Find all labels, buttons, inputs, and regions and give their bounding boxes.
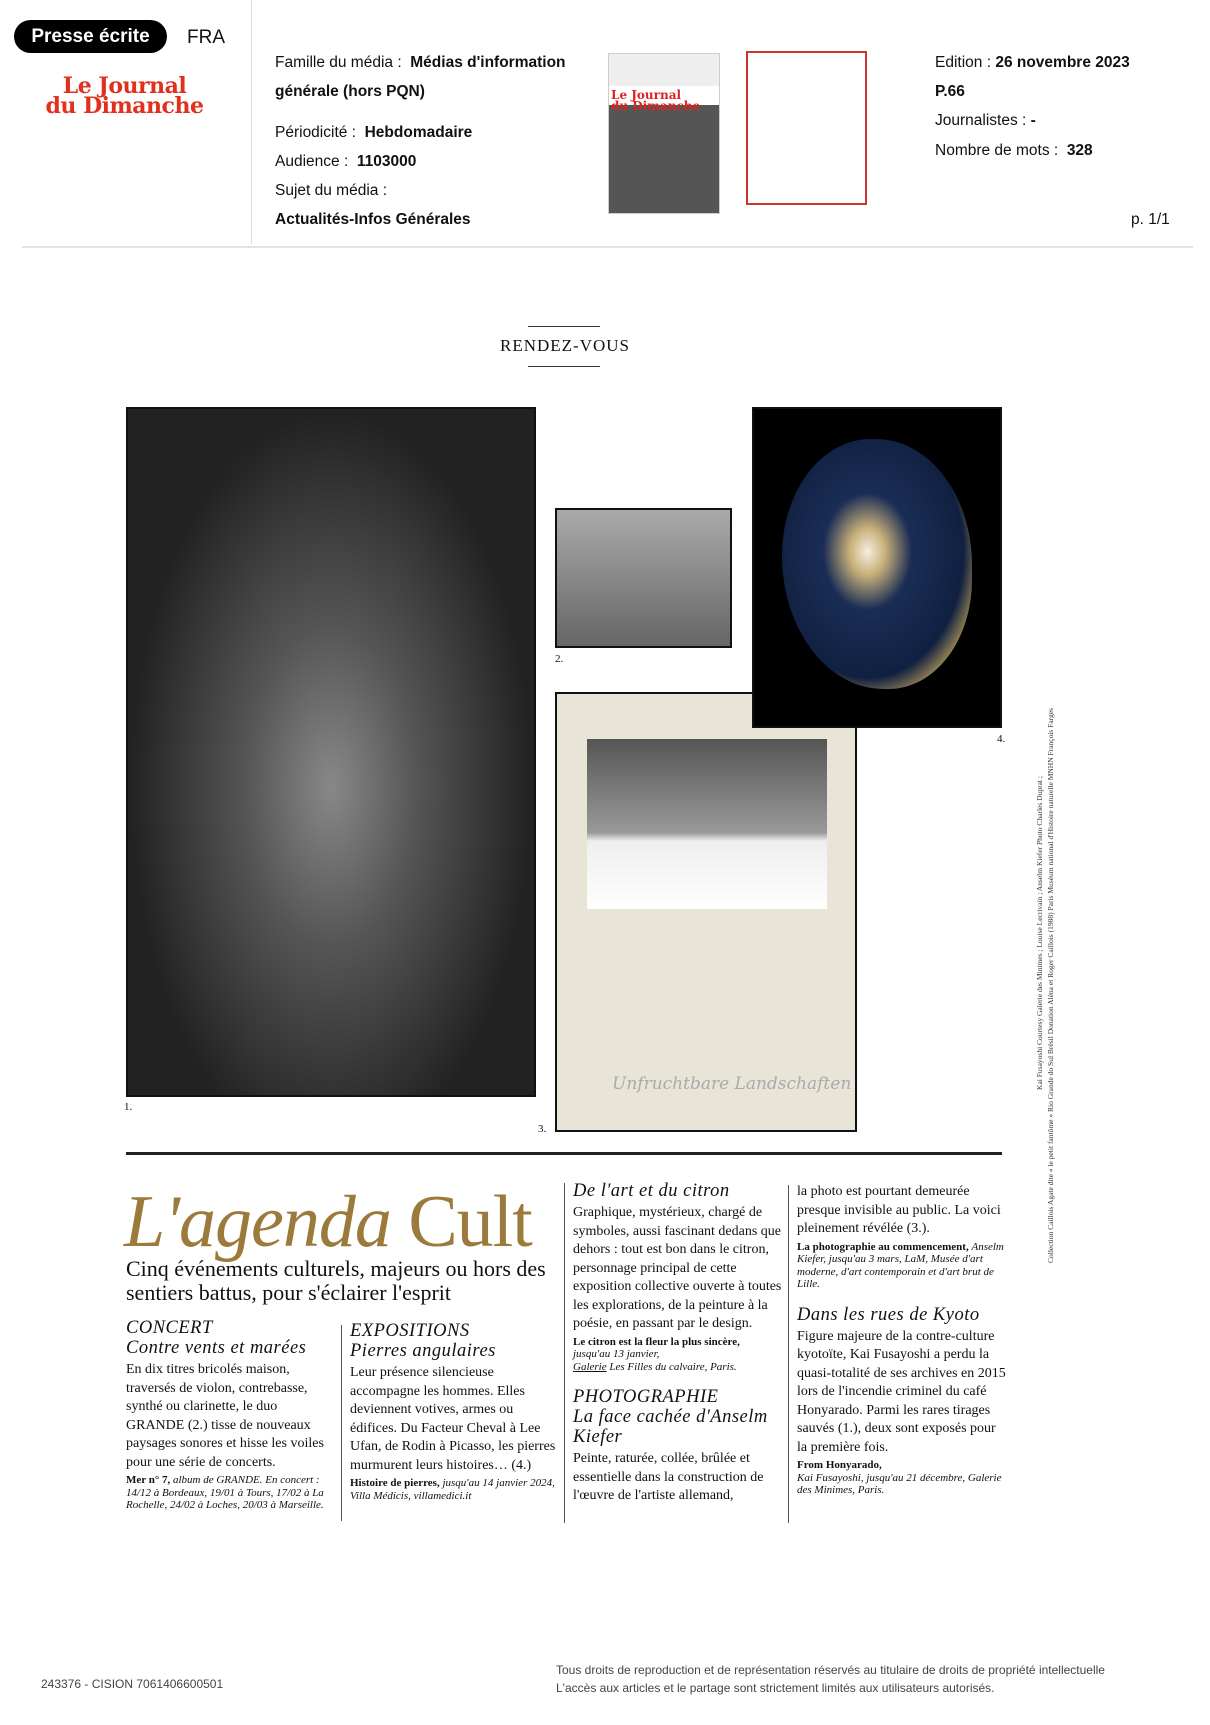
photo-number: 2.: [555, 653, 564, 665]
page-number: P.66: [935, 83, 965, 100]
footer-id: 243376 - CISION 7061406600501: [41, 1677, 224, 1691]
photo-inscription: Unfruchtbare Landschaften: [612, 1074, 852, 1094]
sujet-value: Actualités-Infos Générales: [275, 211, 471, 228]
photo-kiefer: [555, 692, 857, 1132]
footer-access: L'accès aux articles et le partage sont strictement limités aux utilisateurs autorisés.: [556, 1681, 995, 1695]
kyoto-column: la photo est pourtant demeurée presque invisible au public. La voici pleinement révélée (3.). La photographie au commencement, Anselm Kiefer, jusqu'au 3 mars, LaM, Musée d'art moderne, d'art contemporain et d'art brut de Lille. Dans les rues de Kyoto Figure majeure de la contre-culture kyotoïte, Kai Fusayoshi a perdu la quasi-totalité de ses archives en 2015 lors de l'incendie criminel du café Honyarado. Parmi les rares tirages sauvés (1.), deux sont exposés pour la première fois. From Honyarado, Kai Fusayoshi, jusqu'au 21 décembre, Galerie des Minimes, Paris.: [797, 1184, 1006, 1496]
press-type-badge: Presse écrite: [14, 20, 167, 53]
section-rule-bottom: [528, 366, 600, 367]
page-thumbnail[interactable]: [746, 51, 867, 205]
photo-number: 3.: [538, 1123, 547, 1135]
photo-kyoto-boy: [126, 407, 536, 1097]
famille-row: Famille du média : Médias d'information: [275, 54, 566, 71]
famille-row-cont: générale (hors PQN): [275, 83, 425, 100]
article-title: L'agenda Cult: [124, 1181, 532, 1263]
section-label: RENDEZ-VOUS: [500, 336, 630, 355]
concert-column: CONCERT Contre vents et marées En dix titres bricolés maison, traversés de violon, contrebasse, synthé ou clarinette, le duo GRANDE (2.) tisse de nouveaux paysages sonores et hisse les voiles pour une série de concerts. Mer n° 7, album de GRANDE. En concert : 14/12 à Bordeaux, 19/01 à Tours, 17/02 à La Rochelle, 24/02 à Loches, 20/03 à Marseille.: [126, 1318, 324, 1511]
publication-logo: Le Journal du Dimanche: [45, 73, 204, 119]
column-divider: [341, 1325, 342, 1521]
cover-thumbnail[interactable]: [608, 53, 720, 214]
article-rule: [126, 1152, 1002, 1155]
sujet-label: Sujet du média :: [275, 182, 388, 199]
column-divider: [564, 1183, 565, 1523]
photo-number: 4.: [997, 733, 1006, 745]
periodicite-row: Périodicité : Hebdomadaire: [275, 124, 473, 141]
edition-row: Edition : 26 novembre 2023: [935, 54, 1130, 71]
header-divider: [251, 0, 252, 244]
photo-credits: Kai Fusayoshi Courtesy Galerie des Minimes ; Louise Lecrivain ; Anselm Kiefer Photo Charles Duprat ; Collection Caillois Agate dite « le petit fantôme » Rio Grande do Sul Brésil Donation Aléna et Roger Caillois (1988) Paris Muséum national d'Histoire naturelle MNHN François Farges: [1035, 707, 1055, 1263]
footer-rights: Tous droits de reproduction et de représentation réservés au titulaire de droits de propriété intellectuelle: [556, 1663, 1105, 1677]
journalistes-row: Journalistes : -: [935, 112, 1036, 129]
photo-grande-duo: [555, 508, 732, 648]
pagination: p. 1/1: [1131, 211, 1170, 228]
header-rule: [22, 246, 1193, 248]
audience-row: Audience : 1103000: [275, 153, 417, 170]
cover-logo: Le Journal du Dimanche: [611, 88, 701, 113]
section-rule-top: [528, 326, 600, 327]
column-divider: [788, 1185, 789, 1523]
mots-row: Nombre de mots : 328: [935, 142, 1093, 159]
expo-column: EXPOSITIONS Pierres angulaires Leur présence silencieuse accompagne les hommes. Elles deviennent votives, armes ou édifices. Du Facteur Cheval à Lee Ufan, de Rodin à Picasso, les pierres murmurent leurs histoires… (4.) Histoire de pierres, jusqu'au 14 janvier 2024, Villa Médicis, villamedici.it: [350, 1321, 556, 1502]
citron-column: De l'art et du citron Graphique, mystérieux, chargé de symboles, aussi fascinant dedans que dehors : tout est bon dans le citron, personnage principal de cette exposition collective ouverte à toutes les explorations, de la peinture à la poésie, en passant par le design. Le citron est la fleur la plus sincère, jusqu'au 13 janvier, Galerie Les Filles du calvaire, Paris. PHOTOGRAPHIE La face cachée d'Anselm Kiefer Peinte, raturée, collée, brûlée et essentielle dans la construction de l'œuvre de l'artiste allemand,: [573, 1181, 782, 1503]
language-label: FRA: [187, 27, 225, 48]
photo-number: 1.: [124, 1101, 133, 1113]
photo-agate: [752, 407, 1002, 728]
article-subtitle: Cinq événements culturels, majeurs ou hors des sentiers battus, pour s'éclairer l'esprit: [126, 1256, 546, 1305]
